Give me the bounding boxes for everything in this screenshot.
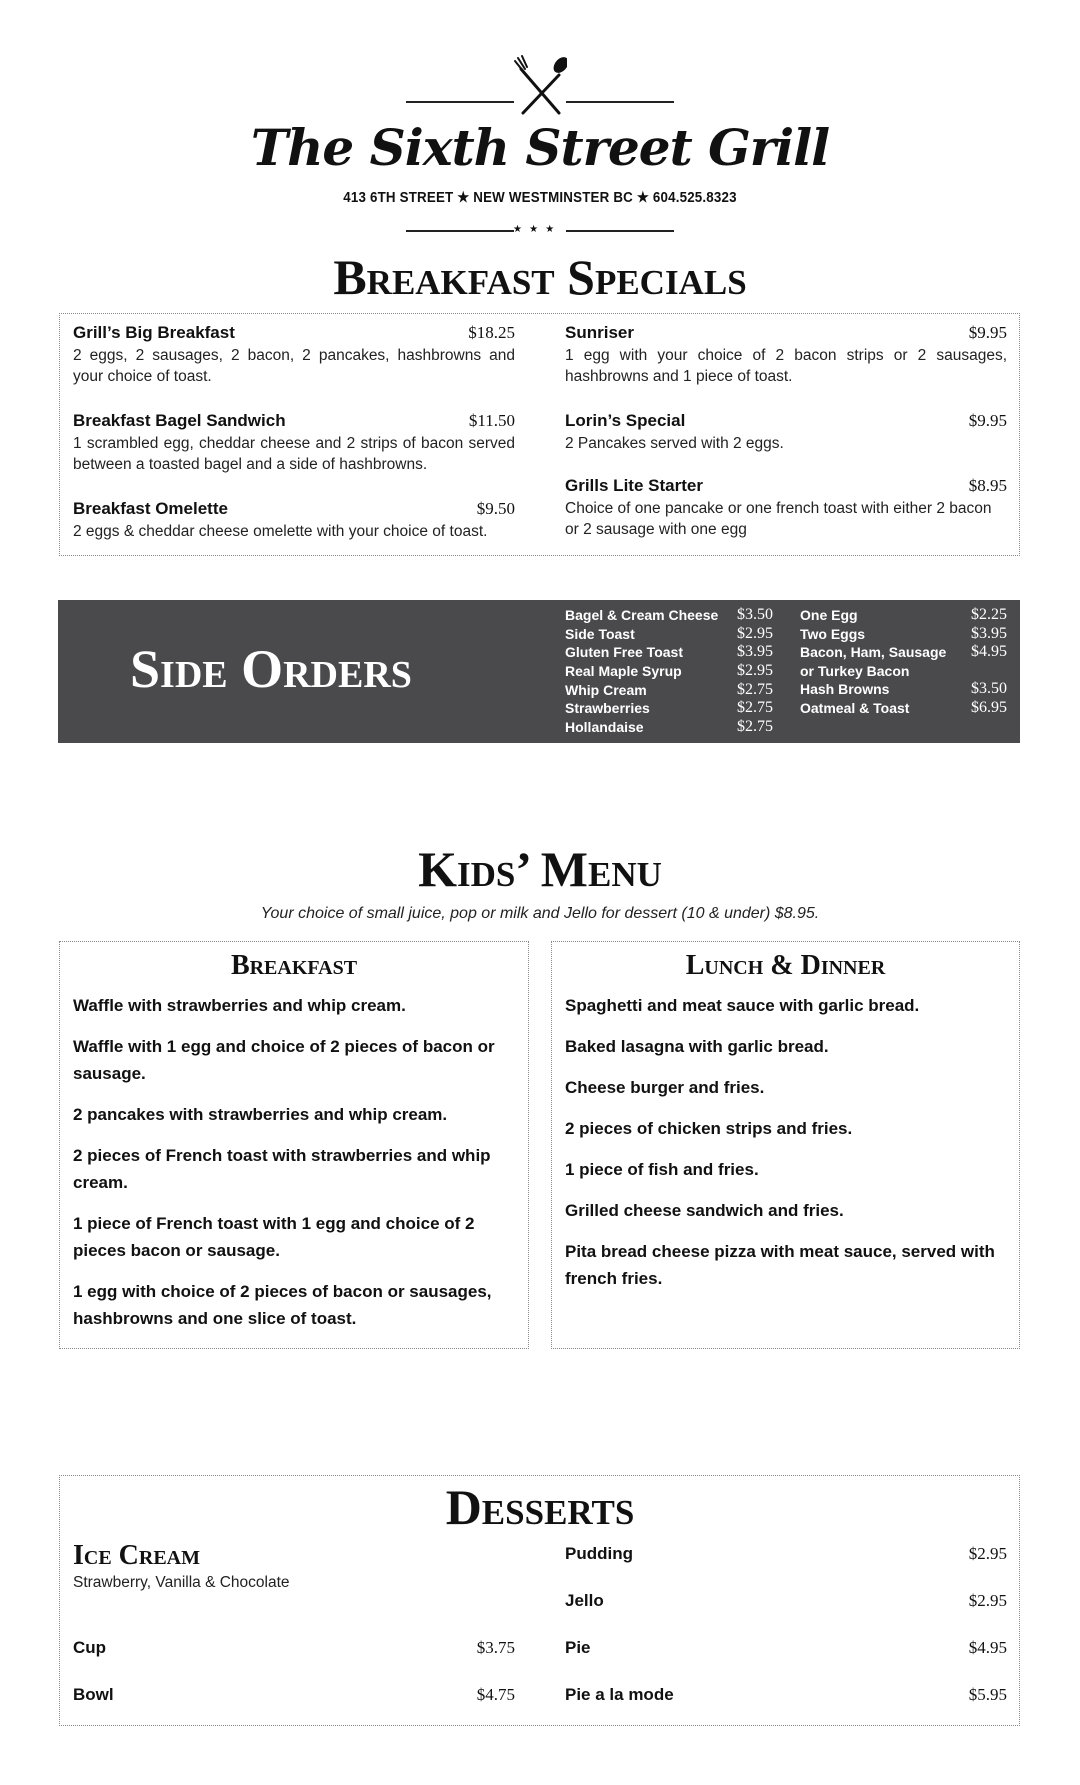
item-description: 2 eggs & cheddar cheese omelette with your choice of toast. <box>73 523 488 540</box>
side-orders-title: Side Orders <box>130 639 412 699</box>
side-order-name: Side Toast <box>565 625 635 642</box>
list-item: Waffle with strawberries and whip cream. <box>73 996 406 1015</box>
side-order-price: $3.95 <box>971 624 1007 642</box>
side-order-row <box>800 643 1007 680</box>
side-order-price: $3.95 <box>737 643 773 661</box>
dessert-name: Jello <box>565 1591 604 1610</box>
logo-bottom-rule-right <box>566 230 674 232</box>
side-order-name: Real Maple Syrup <box>565 663 682 680</box>
side-order-price: $2.25 <box>971 606 1007 623</box>
item-description: 2 Pancakes served with 2 eggs. <box>565 435 784 452</box>
kids-breakfast-heading: Breakfast <box>230 950 358 981</box>
side-order-row <box>565 662 773 681</box>
side-order-row <box>800 606 1007 625</box>
side-order-name-line2: or Turkey Bacon <box>800 663 910 680</box>
menu-item <box>565 476 1007 540</box>
dessert-price: $3.75 <box>476 1638 515 1657</box>
list-item: Waffle with 1 egg and choice of 2 pieces of bacon or sausage. <box>73 1037 495 1083</box>
dessert-row <box>565 1685 1007 1705</box>
dessert-name: Bowl <box>73 1685 114 1704</box>
ice-cream-heading: Ice Cream <box>73 1540 201 1571</box>
menu-item <box>73 323 515 387</box>
side-order-name-line1: Bacon, Ham, Sausage <box>800 644 947 661</box>
restaurant-name: The Sixth Street Grill <box>250 118 830 177</box>
item-name: Sunriser <box>565 323 634 342</box>
side-order-row <box>565 718 773 737</box>
dessert-name: Pie a la mode <box>565 1685 674 1704</box>
kids-lunch-dinner-list <box>565 992 1005 1306</box>
fork-and-spoon-icon <box>513 55 567 117</box>
side-order-price: $2.95 <box>737 662 773 680</box>
item-price: $9.50 <box>476 499 515 518</box>
item-price: $18.25 <box>468 323 515 342</box>
ice-cream-description: Strawberry, Vanilla & Chocolate <box>73 1574 290 1591</box>
logo-rule-left <box>406 101 514 103</box>
side-order-price: $3.50 <box>737 606 773 623</box>
dessert-price: $4.95 <box>968 1638 1007 1657</box>
item-name: Lorin’s Special <box>565 411 686 430</box>
side-order-price: $2.75 <box>737 718 773 736</box>
side-order-row <box>800 625 1007 644</box>
list-item: 2 pieces of chicken strips and fries. <box>565 1119 853 1138</box>
side-order-name: Gluten Free Toast <box>565 644 683 661</box>
item-description: 2 eggs, 2 sausages, 2 bacon, 2 pancakes, hashbrowns and your choice of toast. <box>73 347 515 385</box>
dessert-name: Pie <box>565 1638 591 1657</box>
item-description: Choice of one pancake or one french toast with either 2 bacon or 2 sausage with one egg <box>565 500 992 538</box>
logo-rule-right <box>566 101 674 103</box>
side-order-row <box>565 606 773 625</box>
list-item: Pita bread cheese pizza with meat sauce, served with french fries. <box>565 1242 995 1288</box>
item-name: Grill’s Big Breakfast <box>73 323 235 342</box>
menu-item <box>565 323 1007 387</box>
list-item: Baked lasagna with garlic bread. <box>565 1037 829 1056</box>
dessert-price: $5.95 <box>968 1685 1007 1704</box>
item-price: $9.95 <box>968 411 1007 430</box>
dessert-name: Pudding <box>565 1544 633 1563</box>
side-order-price: $6.95 <box>971 699 1007 717</box>
kids-lunch-dinner-heading: Lunch & Dinner <box>685 950 886 981</box>
side-order-name: Hollandaise <box>565 719 644 736</box>
breakfast-specials-title: Breakfast Specials <box>333 249 747 305</box>
side-order-name: Hash Browns <box>800 681 890 698</box>
dessert-row <box>565 1544 1007 1564</box>
item-name: Grills Lite Starter <box>565 476 703 495</box>
list-item: Spaghetti and meat sauce with garlic bread. <box>565 996 920 1015</box>
dessert-row <box>565 1638 1007 1658</box>
menu-item <box>73 499 515 542</box>
dessert-price: $4.75 <box>476 1685 515 1704</box>
side-order-name: One Egg <box>800 607 858 623</box>
side-order-name <box>800 643 946 680</box>
list-item: 1 piece of French toast with 1 egg and choice of 2 pieces bacon or sausage. <box>73 1214 475 1260</box>
side-order-name: Two Eggs <box>800 625 866 642</box>
side-order-name: Oatmeal & Toast <box>800 700 910 717</box>
side-order-name: Bagel & Cream Cheese <box>565 607 719 623</box>
list-item: Grilled cheese sandwich and fries. <box>565 1201 844 1220</box>
side-order-row <box>565 699 773 718</box>
dessert-row <box>73 1638 515 1658</box>
side-order-name: Strawberries <box>565 700 650 717</box>
item-description: 1 scrambled egg, cheddar cheese and 2 strips of bacon served between a toasted bagel and a side of hashbrowns. <box>73 435 515 473</box>
desserts-title: Desserts <box>445 1479 635 1535</box>
kids-breakfast-list <box>73 992 513 1346</box>
side-order-name: Whip Cream <box>565 681 647 698</box>
item-name: Breakfast Omelette <box>73 499 228 518</box>
side-orders-column-1 <box>565 606 773 737</box>
side-order-row <box>800 699 1007 718</box>
menu-item <box>565 411 1007 454</box>
item-price: $11.50 <box>468 411 515 430</box>
stars-ornament: ★ ★ ★ <box>513 224 557 235</box>
side-order-row <box>565 625 773 644</box>
side-order-price: $2.75 <box>737 699 773 717</box>
list-item: Cheese burger and fries. <box>565 1078 765 1097</box>
side-order-row <box>565 643 773 662</box>
kids-menu-subtitle: Your choice of small juice, pop or milk and Jello for dessert (10 & under) $8.95. <box>260 905 820 922</box>
dessert-row <box>73 1685 515 1705</box>
logo-bottom-rule-left <box>406 230 514 232</box>
side-order-price: $2.75 <box>737 680 773 698</box>
list-item: 1 piece of fish and fries. <box>565 1160 759 1179</box>
side-order-row <box>800 680 1007 699</box>
kids-menu-title: Kids’ Menu <box>418 841 662 897</box>
dessert-price: $2.95 <box>968 1544 1007 1563</box>
list-item: 2 pancakes with strawberries and whip cream. <box>73 1105 448 1124</box>
dessert-name: Cup <box>73 1638 107 1657</box>
item-price: $9.95 <box>968 323 1007 342</box>
side-order-price: $4.95 <box>971 643 1007 661</box>
restaurant-address: 413 6TH STREET ★ NEW WESTMINSTER BC ★ 604.525.8323 <box>343 190 737 206</box>
side-orders-column-2 <box>800 606 1007 718</box>
dessert-row <box>565 1591 1007 1611</box>
side-order-price: $3.50 <box>971 680 1007 698</box>
side-order-row <box>565 681 773 700</box>
side-order-price: $2.95 <box>737 624 773 642</box>
menu-item <box>73 411 515 475</box>
item-price: $8.95 <box>968 476 1007 495</box>
dessert-price: $2.95 <box>968 1591 1007 1610</box>
item-description: 1 egg with your choice of 2 bacon strips or 2 sausages, hashbrowns and 1 piece of toast. <box>565 347 1007 385</box>
item-name: Breakfast Bagel Sandwich <box>73 411 286 430</box>
list-item: 1 egg with choice of 2 pieces of bacon or sausages, hashbrowns and one slice of toast. <box>73 1282 492 1328</box>
list-item: 2 pieces of French toast with strawberries and whip cream. <box>73 1146 491 1192</box>
